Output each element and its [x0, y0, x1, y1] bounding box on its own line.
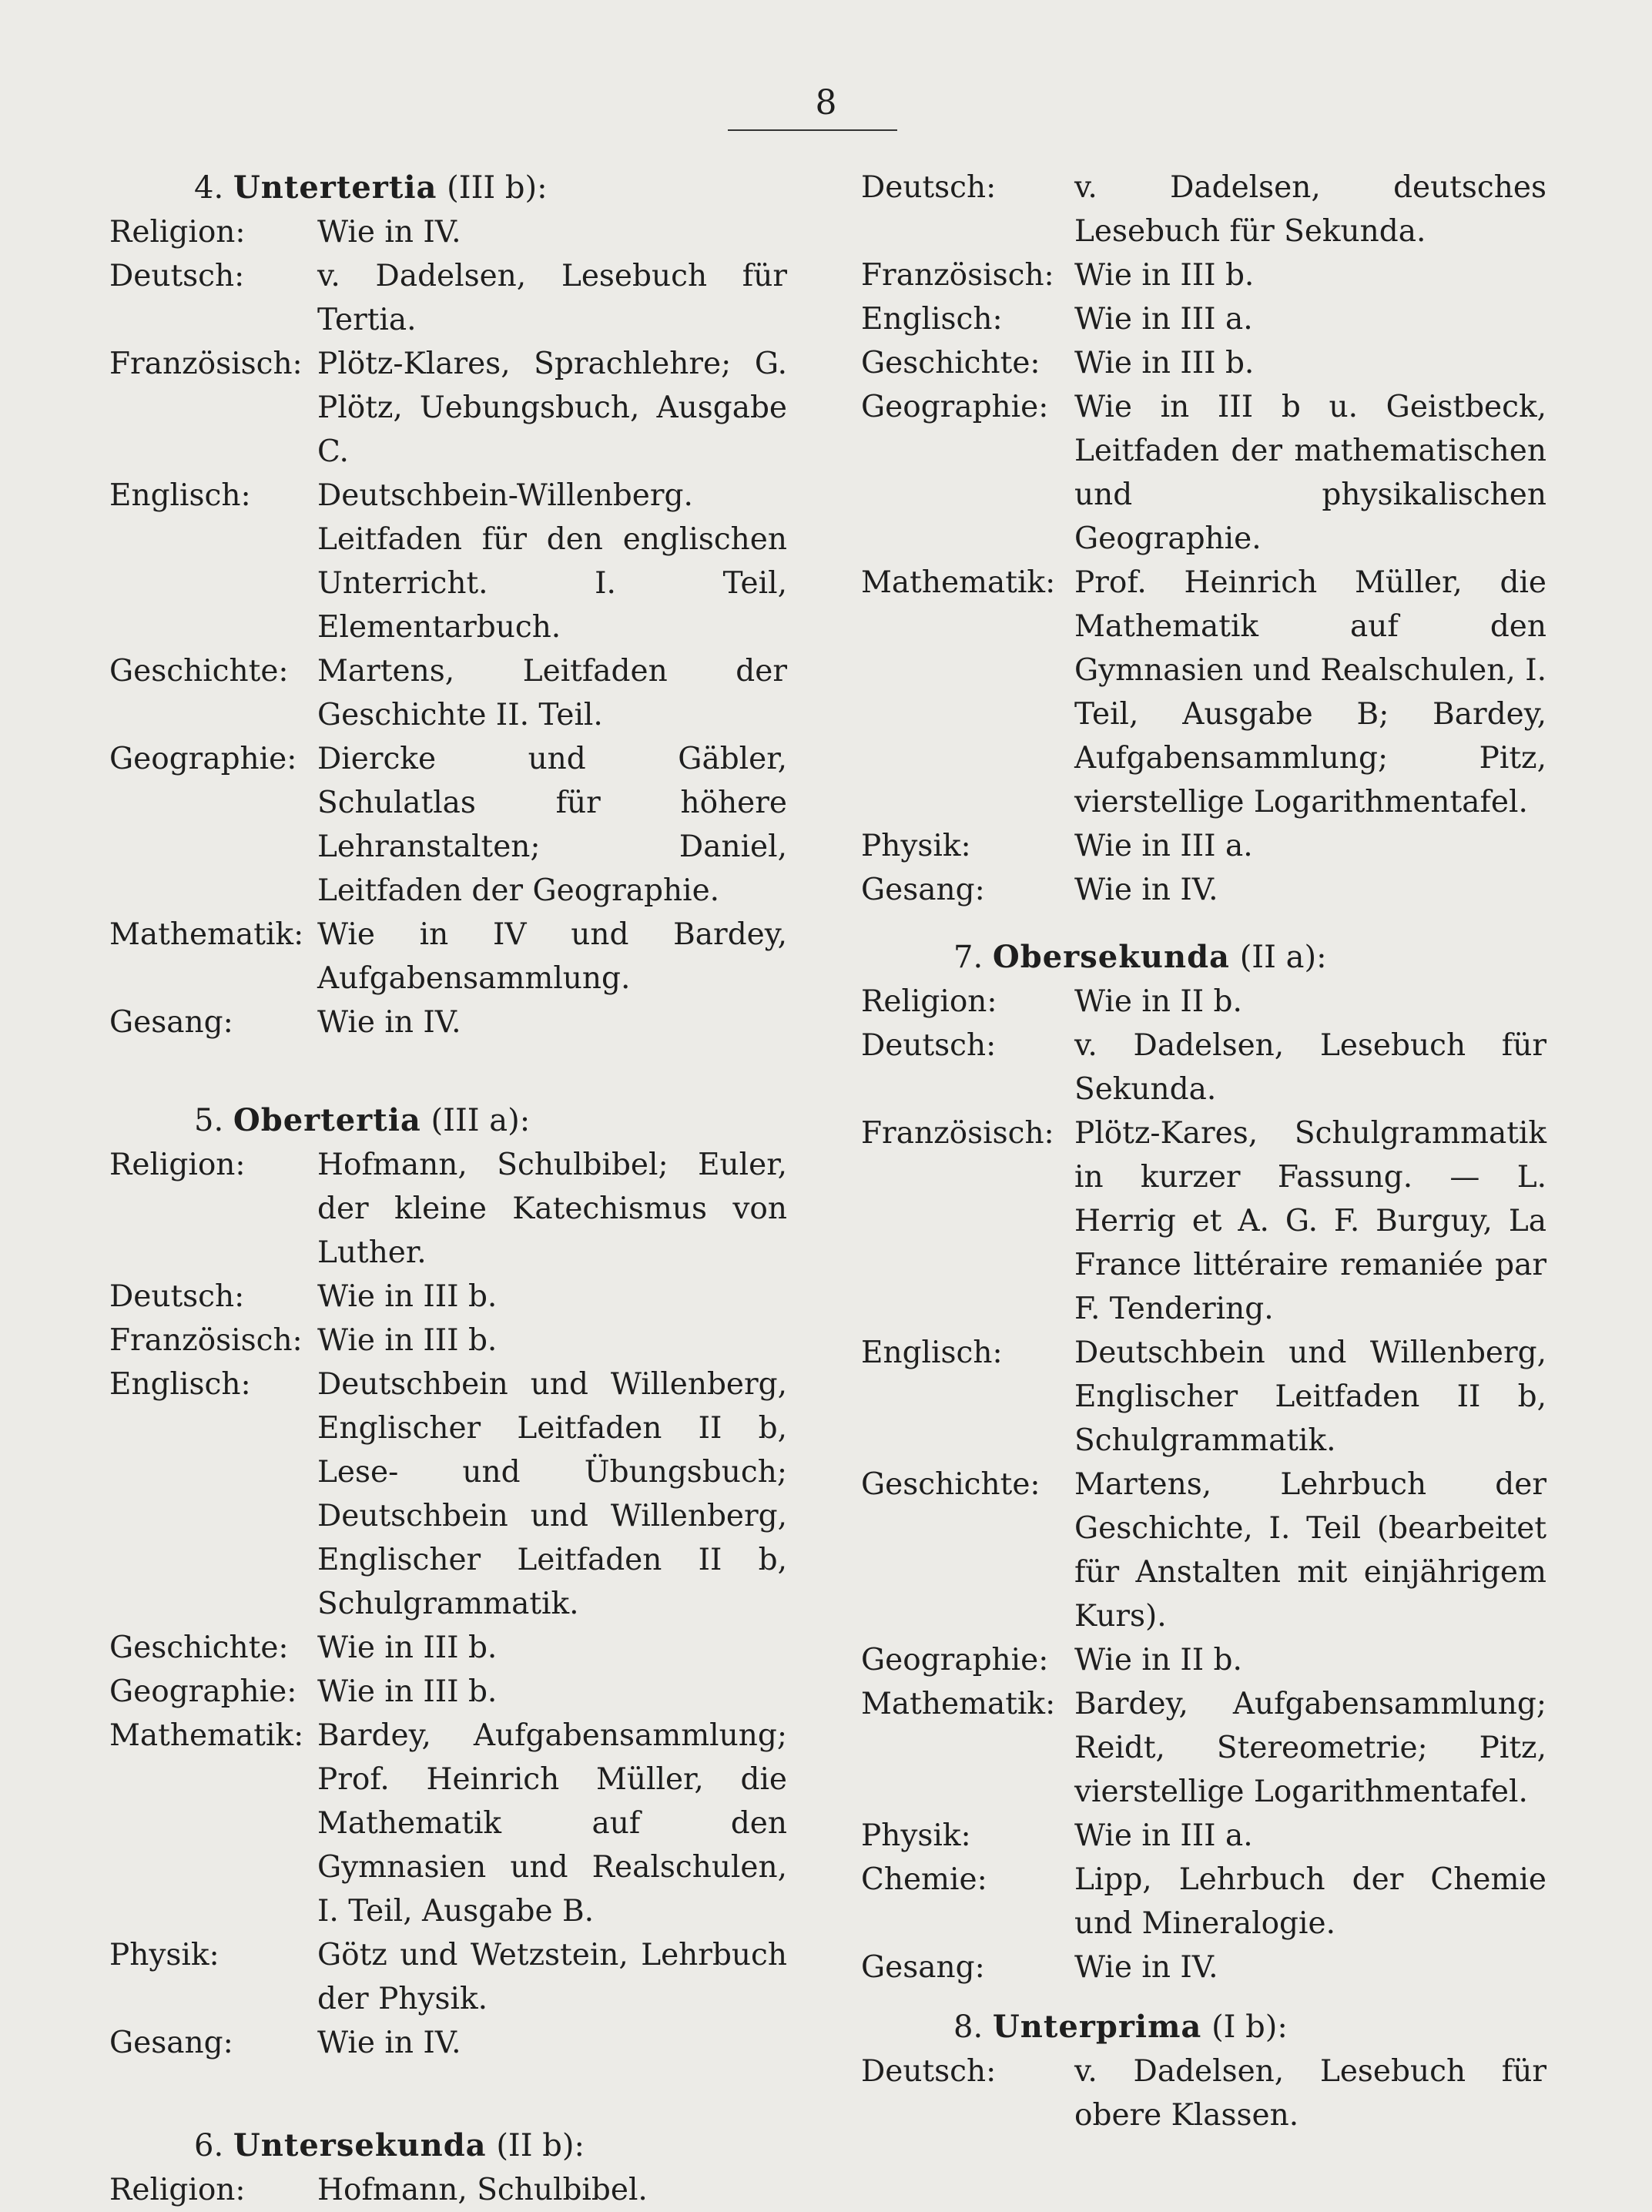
- entry: [109, 1143, 787, 1275]
- entry-subject: Gesang:: [109, 2026, 233, 2060]
- entry-text: Wie in III b.: [317, 1323, 498, 1358]
- entry: [861, 561, 1546, 824]
- section-class: (I b):: [1211, 2009, 1288, 2045]
- entry-text: Bardey, Aufgabensammlung; Reidt, Stereometrie; Pitz, vierstellige Logarithmentafel.: [1074, 1687, 1546, 1809]
- entry-subject: Geographie:: [861, 390, 1049, 424]
- entry-text: Wie in III b.: [317, 1279, 498, 1314]
- entry: [861, 868, 1546, 912]
- entry-text: v. Dadelsen, Lesebuch für Sekunda.: [1074, 1028, 1546, 1107]
- entry: [861, 824, 1546, 868]
- entry: [861, 1111, 1546, 1331]
- entry-text: Lipp, Lehrbuch der Chemie und Mineralogie.: [1074, 1862, 1546, 1941]
- entry: [109, 1933, 787, 2021]
- entry-text: Wie in IV.: [317, 1005, 461, 1040]
- entry: [861, 166, 1546, 253]
- section-class: (III b):: [447, 170, 548, 206]
- entry-subject: Mathematik:: [861, 1687, 1056, 1721]
- entry-subject: Physik:: [109, 1938, 219, 1972]
- section-number: 5.: [194, 1103, 224, 1138]
- entry-text: Hofmann, Schulbibel; Euler, der kleine Katechismus von Luther.: [317, 1148, 787, 1270]
- entry-text: Deutschbein und Willenberg, Englischer Leitfaden II b, Schulgrammatik.: [1074, 1336, 1546, 1458]
- entry-text: Wie in III b.: [317, 1631, 498, 1665]
- section-heading: [861, 2005, 1546, 2049]
- entry: [109, 737, 787, 913]
- entry-text: Diercke und Gäbler, Schulatlas für höhere Lehranstalten; Daniel, Leitfaden der Geographie.: [317, 742, 787, 908]
- section-spacer: [109, 1044, 787, 1098]
- entry: [109, 210, 787, 254]
- section-untersekunda-continued: [861, 166, 1546, 912]
- entry-subject: Gesang:: [861, 873, 985, 907]
- entry-subject: Geschichte:: [861, 1467, 1040, 1502]
- section-obertertia: [109, 1098, 787, 2065]
- entry: [109, 254, 787, 342]
- section-name: Untersekunda: [233, 2127, 487, 2163]
- entry: [861, 1946, 1546, 1989]
- entry-text: Bardey, Aufgabensammlung; Prof. Heinrich Müller, die Mathematik auf den Gymnasien und Realschulen, I. Teil, Ausgabe B.: [317, 1718, 787, 1929]
- entry-text: Wie in III a.: [1074, 302, 1253, 337]
- entry-subject: Englisch:: [109, 1367, 251, 1402]
- section-heading: [109, 1098, 787, 1143]
- entry-subject: Geographie:: [861, 1643, 1049, 1677]
- entry-text: v. Dadelsen, Lesebuch für Tertia.: [317, 259, 787, 337]
- entry-text: Wie in III b.: [1074, 258, 1255, 293]
- entry: [109, 1000, 787, 1044]
- entry-subject: Deutsch:: [861, 2054, 997, 2089]
- entry: [109, 1275, 787, 1319]
- entry-subject: Religion:: [109, 2173, 246, 2207]
- section-number: 6.: [194, 2128, 224, 2163]
- entry: [861, 1638, 1546, 1682]
- entry-subject: Geographie:: [109, 1674, 297, 1709]
- entry-subject: Französisch:: [109, 347, 303, 381]
- entry-text: Deutschbein-Willenberg. Leitfaden für den englischen Unterricht. I. Teil, Elementarbuch.: [317, 478, 787, 645]
- entry-subject: Mathematik:: [861, 565, 1056, 600]
- section-spacer: [861, 912, 1546, 935]
- section-heading: [109, 2123, 787, 2168]
- entry-subject: Deutsch:: [109, 259, 245, 293]
- left-column: [109, 166, 787, 2212]
- entry-subject: Geographie:: [109, 742, 297, 776]
- entry: [861, 1858, 1546, 1946]
- entry-text: Wie in IV.: [317, 2026, 461, 2060]
- entry-text: v. Dadelsen, Lesebuch für obere Klassen.: [1074, 2054, 1546, 2133]
- section-class: (II a):: [1239, 940, 1327, 975]
- entry-subject: Französisch:: [861, 258, 1054, 293]
- entry-subject: Religion:: [109, 1148, 246, 1182]
- entry-subject: Geschichte:: [109, 654, 289, 689]
- entry: [109, 1362, 787, 1626]
- entry: [109, 649, 787, 737]
- entry-text: v. Dadelsen, deutsches Lesebuch für Sekunda.: [1074, 170, 1546, 249]
- entry-subject: Gesang:: [861, 1950, 985, 1985]
- entry-subject: Englisch:: [861, 1336, 1003, 1370]
- entry-subject: Religion:: [109, 215, 246, 250]
- section-class: (III a):: [431, 1103, 531, 1138]
- entry-text: Martens, Lehrbuch der Geschichte, I. Teil (bearbeitet für Anstalten mit einjährigem Kurs).: [1074, 1467, 1546, 1634]
- entry: [109, 342, 787, 474]
- section-untersekunda: [109, 2123, 787, 2212]
- header-rule: [728, 129, 897, 131]
- entry-text: Wie in III b.: [1074, 346, 1255, 380]
- section-name: Obertertia: [233, 1102, 421, 1138]
- section-spacer: [109, 2065, 787, 2123]
- entry: [109, 474, 787, 649]
- entry-text: Wie in IV.: [1074, 1950, 1218, 1985]
- entry-subject: Deutsch:: [109, 1279, 245, 1314]
- entry: [861, 297, 1546, 341]
- section-number: 7.: [953, 940, 983, 975]
- entry-text: Wie in III b.: [317, 1674, 498, 1709]
- entry-text: Wie in III a.: [1074, 829, 1253, 863]
- entry: [861, 1024, 1546, 1111]
- entry: [861, 1814, 1546, 1858]
- section-name: Unterprima: [992, 2009, 1202, 2045]
- entry: [109, 1714, 787, 1933]
- entry: [109, 2021, 787, 2065]
- entry-text: Wie in IV.: [317, 215, 461, 250]
- entry-text: Plötz-Klares, Sprachlehre; G. Plötz, Uebungsbuch, Ausgabe C.: [317, 347, 787, 469]
- entry-subject: Mathematik:: [109, 1718, 304, 1753]
- entry-text: Martens, Leitfaden der Geschichte II. Teil.: [317, 654, 787, 732]
- entry: [861, 253, 1546, 297]
- section-number: 4.: [194, 170, 224, 206]
- section-unterprima: [861, 2005, 1546, 2137]
- section-name: Untertertia: [233, 169, 437, 206]
- entry: [109, 1670, 787, 1714]
- entry-subject: Französisch:: [861, 1116, 1054, 1151]
- entry: [861, 2049, 1546, 2137]
- entry-subject: Englisch:: [861, 302, 1003, 337]
- entry-subject: Gesang:: [109, 1005, 233, 1040]
- entry-subject: Geschichte:: [861, 346, 1040, 380]
- entry-subject: Mathematik:: [109, 917, 304, 952]
- entry: [109, 1626, 787, 1670]
- section-class: (II b):: [496, 2128, 585, 2163]
- entry-subject: Chemie:: [861, 1862, 987, 1897]
- entry: [109, 2168, 787, 2212]
- entry: [861, 341, 1546, 385]
- entry-text: Wie in IV.: [1074, 873, 1218, 907]
- entry-text: Wie in III a.: [1074, 1818, 1253, 1853]
- section-obersekunda: [861, 935, 1546, 1989]
- section-name: Obersekunda: [992, 939, 1230, 975]
- entry-text: Deutschbein und Willenberg, Englischer Leitfaden II b, Lese- und Übungsbuch; Deutschbein und Willenberg, Englischer Leitfaden II b, Schulgrammatik.: [317, 1367, 787, 1621]
- entry-subject: Religion:: [861, 984, 997, 1019]
- entry: [109, 1319, 787, 1362]
- entry-text: Wie in II b.: [1074, 1643, 1242, 1677]
- section-untertertia: [109, 166, 787, 1044]
- entry-subject: Deutsch:: [861, 170, 997, 205]
- page-number: 8: [815, 83, 837, 122]
- entry-text: Hofmann, Schulbibel.: [317, 2173, 648, 2207]
- entry-text: Plötz-Kares, Schulgrammatik in kurzer Fassung. — L. Herrig et A. G. F. Burguy, La France littéraire remaniée par F. Tendering.: [1074, 1116, 1546, 1326]
- entry: [861, 980, 1546, 1024]
- entry-subject: Deutsch:: [861, 1028, 997, 1063]
- entry-text: Wie in II b.: [1074, 984, 1242, 1019]
- right-column: [861, 166, 1546, 2137]
- section-number: 8.: [953, 2009, 983, 2045]
- entry: [861, 1463, 1546, 1638]
- entry-subject: Physik:: [861, 1818, 971, 1853]
- entry-text: Götz und Wetzstein, Lehrbuch der Physik.: [317, 1938, 787, 2016]
- section-heading: [861, 935, 1546, 980]
- entry-text: Prof. Heinrich Müller, die Mathematik auf den Gymnasien und Realschulen, I. Teil, Ausgabe B; Bardey, Aufgabensammlung; Pitz, vierstellige Logarithmentafel.: [1074, 565, 1546, 819]
- entry: [861, 1682, 1546, 1814]
- entry-subject: Physik:: [861, 829, 971, 863]
- entry-subject: Englisch:: [109, 478, 251, 513]
- entry-text: Wie in III b u. Geistbeck, Leitfaden der mathematischen und physikalischen Geographie.: [1074, 390, 1546, 556]
- entry-text: Wie in IV und Bardey, Aufgabensammlung.: [317, 917, 787, 996]
- section-heading: [109, 166, 787, 210]
- entry-subject: Französisch:: [109, 1323, 303, 1358]
- section-spacer: [861, 1989, 1546, 2005]
- entry: [861, 385, 1546, 561]
- entry: [109, 913, 787, 1000]
- entry-subject: Geschichte:: [109, 1631, 289, 1665]
- entry: [861, 1331, 1546, 1463]
